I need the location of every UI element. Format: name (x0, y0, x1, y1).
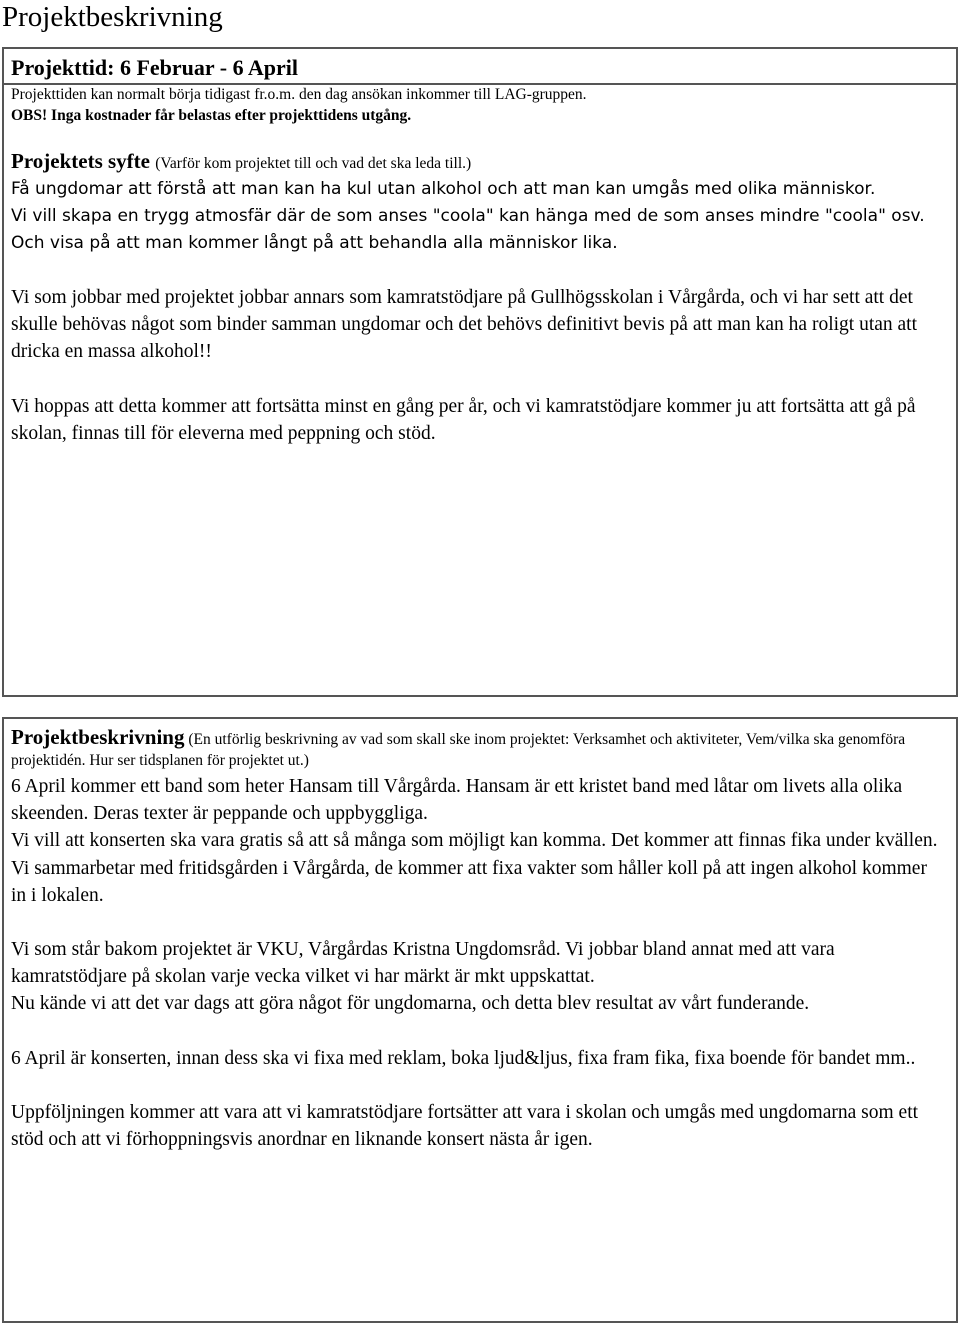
description-hint: (En utförlig beskrivning av vad som skall ske inom projektet: Verksamhet och aktiviteter, Vem/vilka ska genomföra projektidén. Hur ser tidsplanen för projektet ut.) (11, 731, 906, 769)
description-paragraph-2b: Nu kände vi att det var dags att göra något för ungdomarna, och detta blev resultat av vårt funderande. (11, 993, 810, 1015)
page-title: Projektbeskrivning (2, 1, 223, 33)
timeframe-heading: Projekttid: 6 Februar - 6 April (11, 55, 298, 80)
description-paragraph-1a: 6 April kommer ett band som heter Hansam till Vårgårda. Hansam är ett kristet band med låtar om livets alla olika skeenden. Deras texter är peppande och uppbyggliga. (11, 776, 903, 825)
purpose-heading: Projektets syfte (11, 149, 150, 173)
description-heading-line (11, 727, 941, 771)
description-paragraph-1b: Vi vill att konserten ska vara gratis så att så många som möjligt kan komma. Det kommer att finnas fika under kvällen. (11, 830, 938, 852)
purpose-paragraph-1: Vi som jobbar med projektet jobbar annars som kamratstödjare på Gullhögsskolan i Vårgårda, och vi har sett att det skulle behövas något som binder samman ungdomar och det behövs definitivt bevis på att man kan ha roligt utan att dricka en massa alkohol!! (11, 287, 918, 363)
timeframe-warning: OBS! Inga kostnader får belastas efter projekttidens utgång. (11, 107, 412, 124)
purpose-line-1: Få ungdomar att förstå att man kan ha kul utan alkohol och att man kan umgås med olika människor. (11, 179, 876, 199)
purpose-heading-line (11, 148, 471, 177)
description-paragraph-3: 6 April är konserten, innan dess ska vi fixa med reklam, boka ljud&ljus, fixa fram fika, fixa boende för bandet mm.. (11, 1047, 916, 1069)
purpose-paragraph-2: Vi hoppas att detta kommer att fortsätta minst en gång per år, och vi kamratstödjare kommer ju att fortsätta att gå på skolan, finnas till för eleverna med peppning och stöd. (11, 395, 916, 444)
description-text-block (11, 773, 946, 1153)
timeframe-note: Projekttiden kan normalt börja tidigast fr.o.m. den dag ansökan inkommer till LAG-gruppen. (11, 86, 587, 103)
purpose-hint: (Varför kom projektet till och vad det ska leda till.) (155, 155, 472, 172)
description-paragraph-2a: Vi som står bakom projektet är VKU, Vårgårdas Kristna Ungdomsråd. Vi jobbar bland annat med att vara kamratstödjare på skolan varje vecka vilket vi har märkt är mkt uppskattat. (11, 939, 835, 988)
timeframe-box (2, 47, 958, 85)
description-paragraph-1c: Vi sammarbetar med fritidsgården i Vårgårda, de kommer att fixa vakter som håller koll på att ingen alkohol kommer in i lokalen. (11, 857, 927, 906)
purpose-paragraph-block (11, 284, 946, 447)
purpose-box (2, 83, 958, 697)
description-heading: Projektbeskrivning (11, 725, 185, 749)
purpose-text-block (11, 176, 946, 258)
purpose-line-2: Vi vill skapa en trygg atmosfär där de som anses "coola" kan hänga med de som anses mindre "coola" osv. Och visa på att man kommer långt på att behandla alla människor lika. (11, 206, 925, 254)
description-box (2, 717, 958, 1323)
description-paragraph-4: Uppföljningen kommer att vara att vi kamratstödjare fortsätter att vara i skolan och umgås med ungdomarna som ett stöd och att vi förhoppningsvis anordnar en liknande konsert nästa år igen. (11, 1101, 919, 1151)
